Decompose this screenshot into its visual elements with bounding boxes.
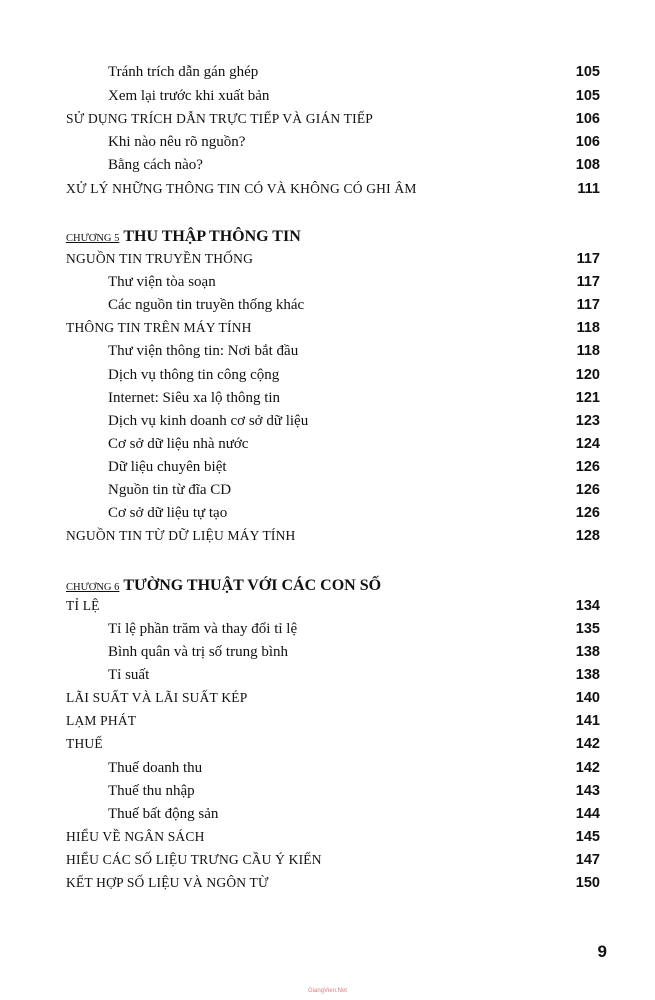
- toc-entry-page: 106: [575, 111, 600, 127]
- toc-entry-title: Thư viện tòa soạn: [108, 274, 216, 290]
- toc-entry-page: 138: [575, 644, 600, 660]
- toc-section-title: LẠM PHÁT: [66, 713, 137, 728]
- toc-section-title: HIỂU CÁC SỐ LIỆU TRƯNG CẦU Ý KIẾN: [66, 852, 322, 867]
- toc-entry: [0, 61, 655, 83]
- toc-entry-page: 143: [575, 783, 600, 799]
- toc-entry-title: Tỉ lệ phần trăm và thay đổi tỉ lệ: [108, 621, 298, 637]
- toc-entry: [0, 757, 655, 779]
- chapter-heading: [0, 575, 655, 597]
- toc-section-title: THÔNG TIN TRÊN MÁY TÍNH: [66, 320, 252, 335]
- toc-entry-page: 140: [575, 690, 600, 706]
- toc-entry-page: 117: [576, 274, 600, 290]
- chapter-title: THU THẬP THÔNG TIN: [123, 228, 301, 245]
- toc-entry: [0, 85, 655, 107]
- chapter-heading: [0, 226, 655, 248]
- toc-entry-page: 111: [577, 181, 600, 197]
- toc-entry-title: Khi nào nêu rõ nguồn?: [108, 134, 246, 150]
- page-number: 9: [597, 942, 607, 961]
- toc-entry-title: Dịch vụ kinh doanh cơ sở dữ liệu: [108, 413, 309, 429]
- toc-section: [0, 849, 655, 871]
- toc-entry-title: Thuế bất động sản: [108, 806, 219, 822]
- toc-entry-page: 138: [575, 667, 600, 683]
- toc-entry-page: 145: [575, 829, 600, 845]
- toc-entry-page: 135: [575, 621, 600, 637]
- toc-entry: [0, 387, 655, 409]
- chapter-label: CHƯƠNG 6: [66, 582, 120, 593]
- toc-entry-title: Nguồn tin từ đĩa CD: [108, 482, 232, 498]
- chapter-label: CHƯƠNG 5: [66, 233, 120, 244]
- toc-entry: [0, 131, 655, 153]
- toc-entry-title: Bình quân và trị số trung bình: [108, 644, 288, 660]
- chapter-title: TƯỜNG THUẬT VỚI CÁC CON SỐ: [123, 577, 382, 594]
- toc-entry-title: Thuế doanh thu: [108, 760, 203, 776]
- toc-entry: [0, 154, 655, 176]
- toc-entry: [0, 803, 655, 825]
- toc-section: [0, 525, 655, 547]
- toc-section: [0, 108, 655, 130]
- toc-entry-page: 118: [576, 343, 600, 359]
- toc-entry-page: 108: [575, 157, 600, 173]
- toc-entry-page: 141: [575, 713, 600, 729]
- toc-entry-title: Các nguồn tin truyền thống khác: [108, 297, 305, 313]
- toc-entry-title: Tránh trích dẫn gán ghép: [108, 64, 259, 80]
- toc-section: [0, 595, 655, 617]
- toc-section-title: NGUỒN TIN TRUYỀN THỐNG: [66, 251, 254, 266]
- toc-entry-page: 117: [576, 297, 600, 313]
- toc-section: [0, 733, 655, 755]
- toc-entry: [0, 433, 655, 455]
- toc-section: [0, 872, 655, 894]
- toc-entry-page: 117: [576, 251, 600, 267]
- toc-entry-page: 120: [575, 367, 600, 383]
- toc-section-title: SỬ DỤNG TRÍCH DẪN TRỰC TIẾP VÀ GIÁN TIẾP: [66, 111, 373, 126]
- toc-entry: [0, 271, 655, 293]
- toc-entry-page: 124: [575, 436, 600, 452]
- toc-entry-title: Thư viện thông tin: Nơi bắt đầu: [108, 343, 299, 359]
- toc-entry-page: 150: [575, 875, 600, 891]
- toc-entry-title: Tỉ suất: [108, 667, 150, 683]
- toc-entry-page: 144: [575, 806, 600, 822]
- toc-section-title: LÃI SUẤT VÀ LÃI SUẤT KÉP: [66, 690, 248, 705]
- toc-section: [0, 687, 655, 709]
- toc-entry: [0, 479, 655, 501]
- toc-entry: [0, 410, 655, 432]
- toc-entry: [0, 340, 655, 362]
- toc-entry: [0, 618, 655, 640]
- toc-section-title: HIỂU VỀ NGÂN SÁCH: [66, 829, 205, 844]
- toc-entry-page: 106: [575, 134, 600, 150]
- toc-section-title: KẾT HỢP SỐ LIỆU VÀ NGÔN TỪ: [66, 875, 269, 890]
- toc-entry-title: Xem lại trước khi xuất bản: [108, 88, 270, 104]
- toc-entry-page: 118: [576, 320, 600, 336]
- toc-section-title: NGUỒN TIN TỪ DỮ LIỆU MÁY TÍNH: [66, 528, 296, 543]
- toc-section: [0, 710, 655, 732]
- toc-entry-title: Cơ sở dữ liệu nhà nước: [108, 436, 249, 452]
- toc-entry: [0, 664, 655, 686]
- toc-entry-page: 142: [575, 736, 600, 752]
- toc-entry: [0, 641, 655, 663]
- toc-entry-page: 147: [575, 852, 600, 868]
- toc-entry-page: 121: [575, 390, 600, 406]
- toc-entry-page: 126: [575, 482, 600, 498]
- toc-section: [0, 826, 655, 848]
- toc-entry: [0, 456, 655, 478]
- toc-entry-title: Cơ sở dữ liệu tự tạo: [108, 505, 228, 521]
- toc-section: [0, 248, 655, 270]
- toc-entry-title: Bằng cách nào?: [108, 157, 203, 173]
- toc-entry: [0, 364, 655, 386]
- toc-entry-page: 128: [575, 528, 600, 544]
- toc-entry-page: 142: [575, 760, 600, 776]
- toc-section-title: THUẾ: [66, 736, 103, 751]
- toc-entry: [0, 502, 655, 524]
- toc-section: [0, 178, 655, 200]
- toc-entry-page: 126: [575, 505, 600, 521]
- toc-entry: [0, 294, 655, 316]
- toc-entry-page: 105: [575, 64, 600, 80]
- toc-entry-title: Thuế thu nhập: [108, 783, 195, 799]
- toc-section-title: XỬ LÝ NHỮNG THÔNG TIN CÓ VÀ KHÔNG CÓ GHI ÂM: [66, 181, 417, 196]
- toc-entry-title: Dịch vụ thông tin công cộng: [108, 367, 280, 383]
- watermark: GiangVien.Net: [308, 988, 347, 994]
- toc-entry-page: 134: [575, 598, 600, 614]
- toc-entry-title: Internet: Siêu xa lộ thông tin: [108, 390, 281, 406]
- toc-entry-page: 105: [575, 88, 600, 104]
- toc-section: [0, 317, 655, 339]
- toc-entry: [0, 780, 655, 802]
- toc-entry-page: 123: [575, 413, 600, 429]
- toc-section-title: TỈ LỆ: [66, 598, 100, 613]
- toc-entry-page: 126: [575, 459, 600, 475]
- toc-entry-title: Dữ liệu chuyên biệt: [108, 459, 227, 475]
